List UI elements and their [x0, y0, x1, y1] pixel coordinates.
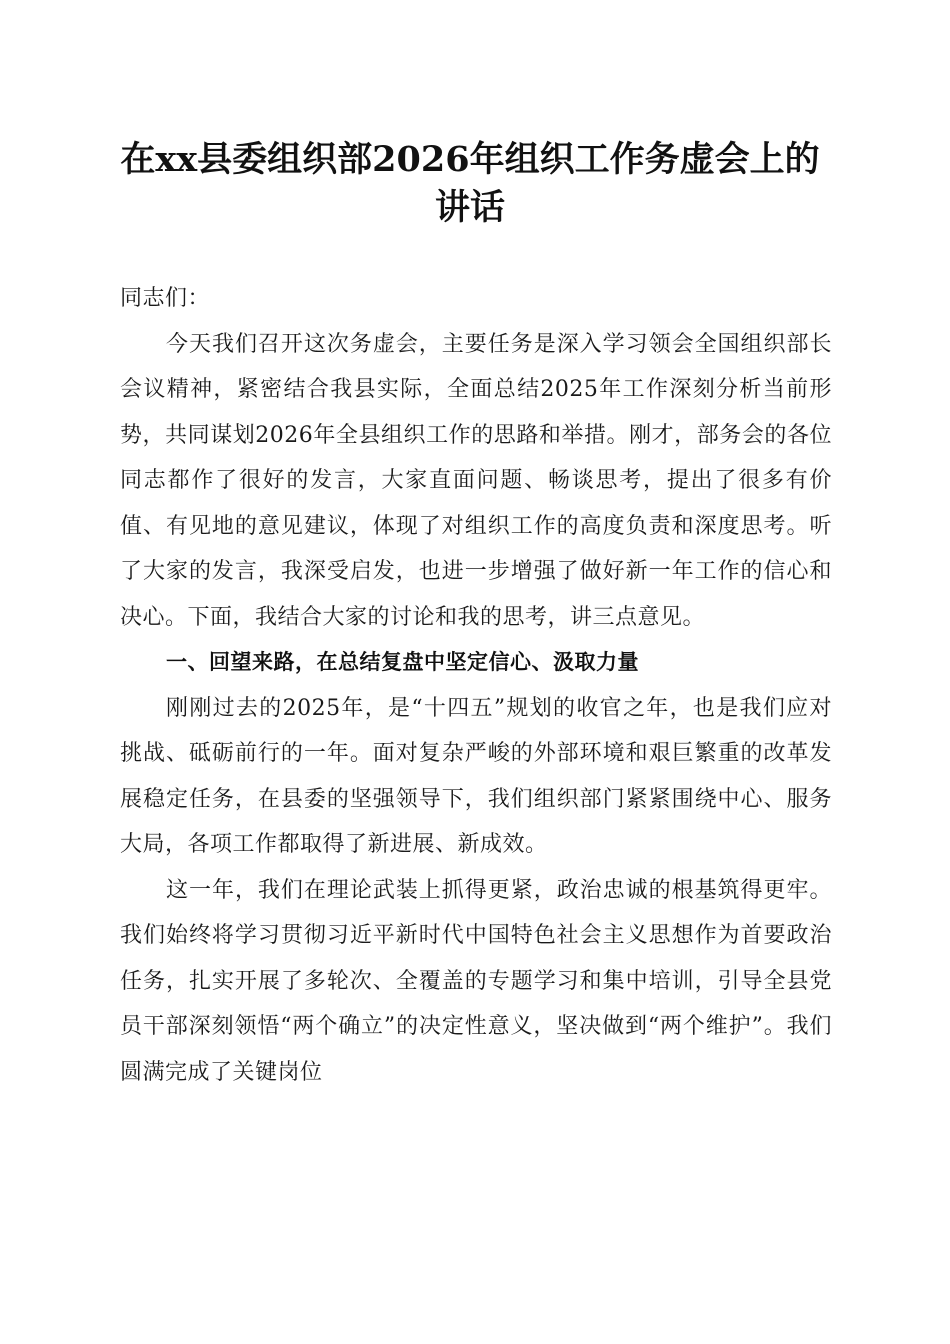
- document-title: [100, 136, 840, 232]
- document-body: [120, 276, 832, 1095]
- title-line-1: 在xx县委组织部2026年组织工作务虚会上的: [120, 139, 820, 180]
- section-1-paragraph-1: 刚刚过去的2025年，是“十四五”规划的收官之年，也是我们应对挑战、砥砺前行的一年。面对复杂严峻的外部环境和艰巨繁重的改革发展稳定任务，在县委的坚强领导下，我们组织部门紧紧围绕中心、服务大局，各项工作都取得了新进展、新成效。: [120, 695, 832, 857]
- intro-paragraph: 今天我们召开这次务虚会，主要任务是深入学习领会全国组织部长会议精神，紧密结合我县实际，全面总结2025年工作深刻分析当前形势，共同谋划2026年全县组织工作的思路和举措。刚才，部务会的各位同志都作了很好的发言，大家直面问题、畅谈思考，提出了很多有价值、有见地的意见建议，体现了对组织工作的高度负责和深度思考。听了大家的发言，我深受启发，也进一步增强了做好新一年工作的信心和决心。下面，我结合大家的讨论和我的思考，讲三点意见。: [120, 331, 832, 630]
- section-1-paragraph-2: 这一年，我们在理论武装上抓得更紧，政治忠诚的根基筑得更牢。我们始终将学习贯彻习近平新时代中国特色社会主义思想作为首要政治任务，扎实开展了多轮次、全覆盖的专题学习和集中培训，引导全县党员干部深刻领悟“两个确立”的决定性意义，坚决做到“两个维护”。我们圆满完成了关键岗位: [120, 877, 832, 1085]
- greeting: 同志们：: [120, 286, 211, 311]
- section-heading-1: 一、回望来路，在总结复盘中坚定信心、汲取力量: [166, 650, 639, 674]
- title-line-2: 讲话: [434, 187, 505, 228]
